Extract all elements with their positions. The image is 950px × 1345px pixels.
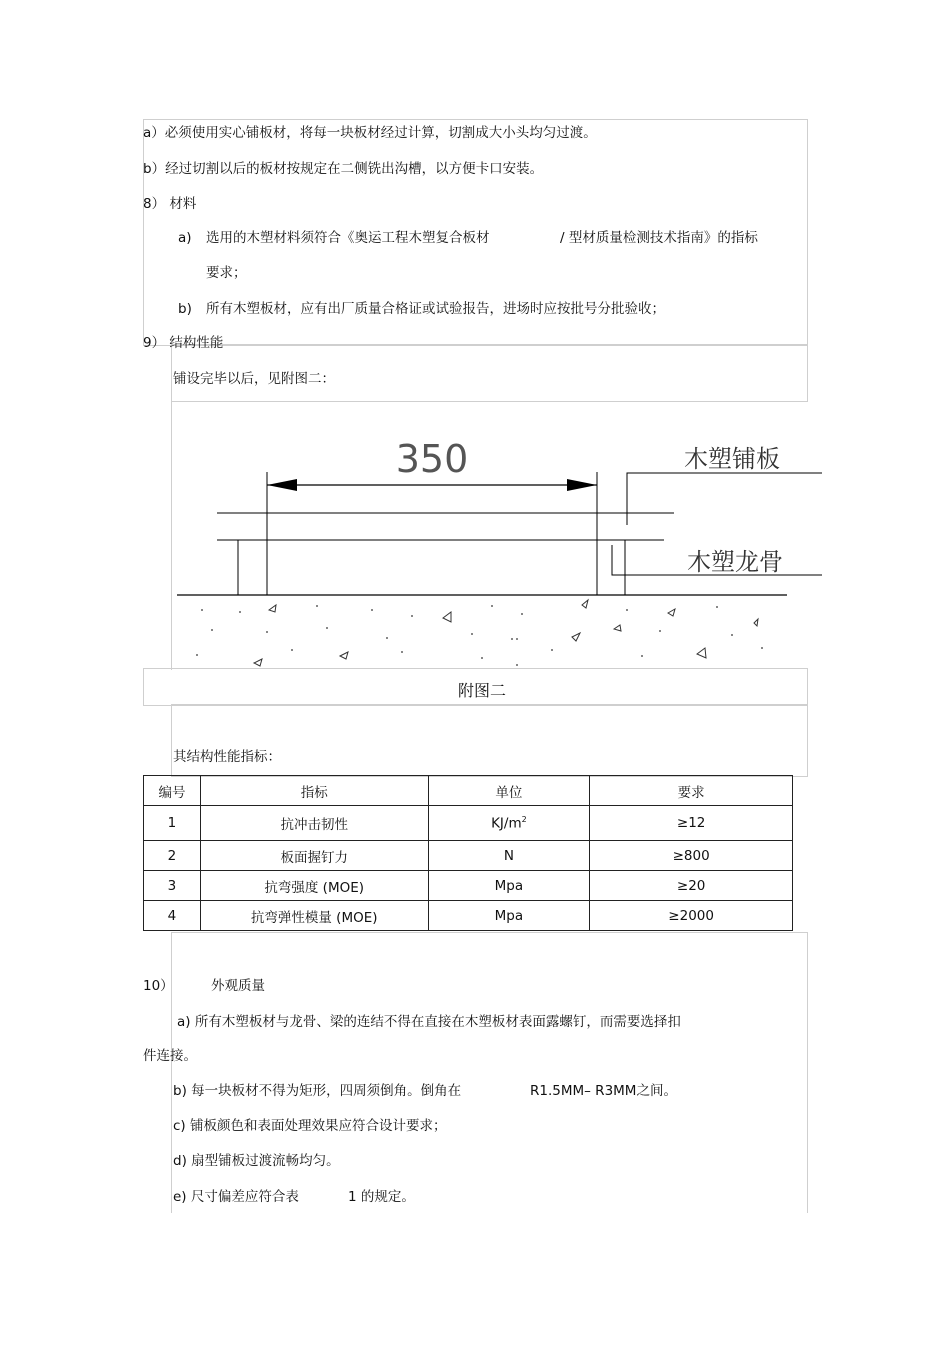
cell-req: ≥12 [590, 806, 793, 841]
table-row [144, 901, 793, 931]
cell-unit: N [428, 841, 590, 871]
leader-board [627, 473, 822, 525]
section10-item-d: d) 扇型铺板过渡流畅均匀。 [173, 1153, 340, 1169]
dimension-arrow-left [267, 479, 297, 491]
section8-item-a-line2: 要求； [206, 265, 247, 281]
section8-item-b-marker: b) [178, 301, 192, 317]
cut-item-a: a）必须使用实心铺板材，将每一块板材经过计算，切割成大小头均匀过渡。 [143, 125, 597, 141]
section10-item-b-part2: R1.5MM– R3MM之间。 [530, 1083, 677, 1099]
section8-item-a-part1: 选用的木塑材料须符合《奥运工程木塑复合板材 [206, 230, 490, 246]
section10-heading: 外观质量 [211, 978, 265, 994]
unit-text: KJ/m [491, 815, 522, 832]
cell-index: 抗弯弹性模量 (MOE) [200, 901, 428, 931]
cell-unit [428, 806, 590, 841]
section8-item-b: 所有木塑板材，应有出厂质量合格证或试验报告，进场时应按批号分批验收； [206, 301, 665, 317]
section10-item-a: a) 所有木塑板材与龙骨、梁的连结不得在直接在木塑板材表面露螺钉，而需要选择扣 [177, 1014, 681, 1030]
cut-item-b: b）经过切割以后的板材按规定在二侧铣出沟槽，以方便卡口安装。 [143, 161, 544, 177]
decking-section-figure [172, 400, 827, 670]
cell-req: ≥2000 [590, 901, 793, 931]
col-header-index: 指标 [200, 776, 428, 806]
cell-no: 2 [144, 841, 201, 871]
section10-heading-num: 10） [143, 978, 174, 994]
table-header-row [144, 776, 793, 806]
dimension-arrow-right [567, 479, 597, 491]
frame-table-intro [171, 704, 808, 777]
table-row [144, 841, 793, 871]
section10-item-a-line2: 件连接。 [143, 1048, 197, 1064]
cell-index: 抗冲击韧性 [200, 806, 428, 841]
label-joist: 木塑龙骨 [687, 548, 783, 576]
concrete-fill [254, 600, 758, 666]
section10-item-e-part2: 1 的规定。 [348, 1189, 415, 1205]
section9-intro: 铺设完毕以后，见附图二： [173, 371, 335, 387]
cell-req: ≥800 [590, 841, 793, 871]
cell-unit: Mpa [428, 871, 590, 901]
cell-req: ≥20 [590, 871, 793, 901]
section8-item-a-marker: a) [178, 230, 192, 246]
col-header-no: 编号 [144, 776, 201, 806]
col-header-unit: 单位 [428, 776, 590, 806]
table-row [144, 806, 793, 841]
figure-caption: 附图二 [458, 681, 507, 700]
section8-heading: 8） 材料 [143, 196, 197, 212]
cell-no: 3 [144, 871, 201, 901]
performance-table [143, 775, 793, 931]
frame-bottom [171, 932, 808, 1213]
label-board: 木塑铺板 [684, 445, 780, 473]
table-intro: 其结构性能指标： [173, 749, 281, 765]
section8-item-a-part2: / 型材质量检测技术指南》的指标 [560, 230, 758, 246]
cell-index: 板面握钉力 [200, 841, 428, 871]
concrete-dots [196, 605, 763, 666]
section10-item-b-part1: b) 每一块板材不得为矩形，四周须倒角。倒角在 [173, 1083, 462, 1099]
section10-item-e-part1: e) 尺寸偏差应符合表 [173, 1189, 299, 1205]
section9-heading: 9） 结构性能 [143, 335, 224, 351]
table-row [144, 871, 793, 901]
section10-item-c: c) 铺板颜色和表面处理效果应符合设计要求； [173, 1118, 447, 1134]
cell-index: 抗弯强度 (MOE) [200, 871, 428, 901]
cell-no: 1 [144, 806, 201, 841]
cell-no: 4 [144, 901, 201, 931]
col-header-req: 要求 [590, 776, 793, 806]
unit-superscript: 2 [521, 814, 527, 824]
cell-unit: Mpa [428, 901, 590, 931]
dimension-value: 350 [395, 437, 469, 481]
